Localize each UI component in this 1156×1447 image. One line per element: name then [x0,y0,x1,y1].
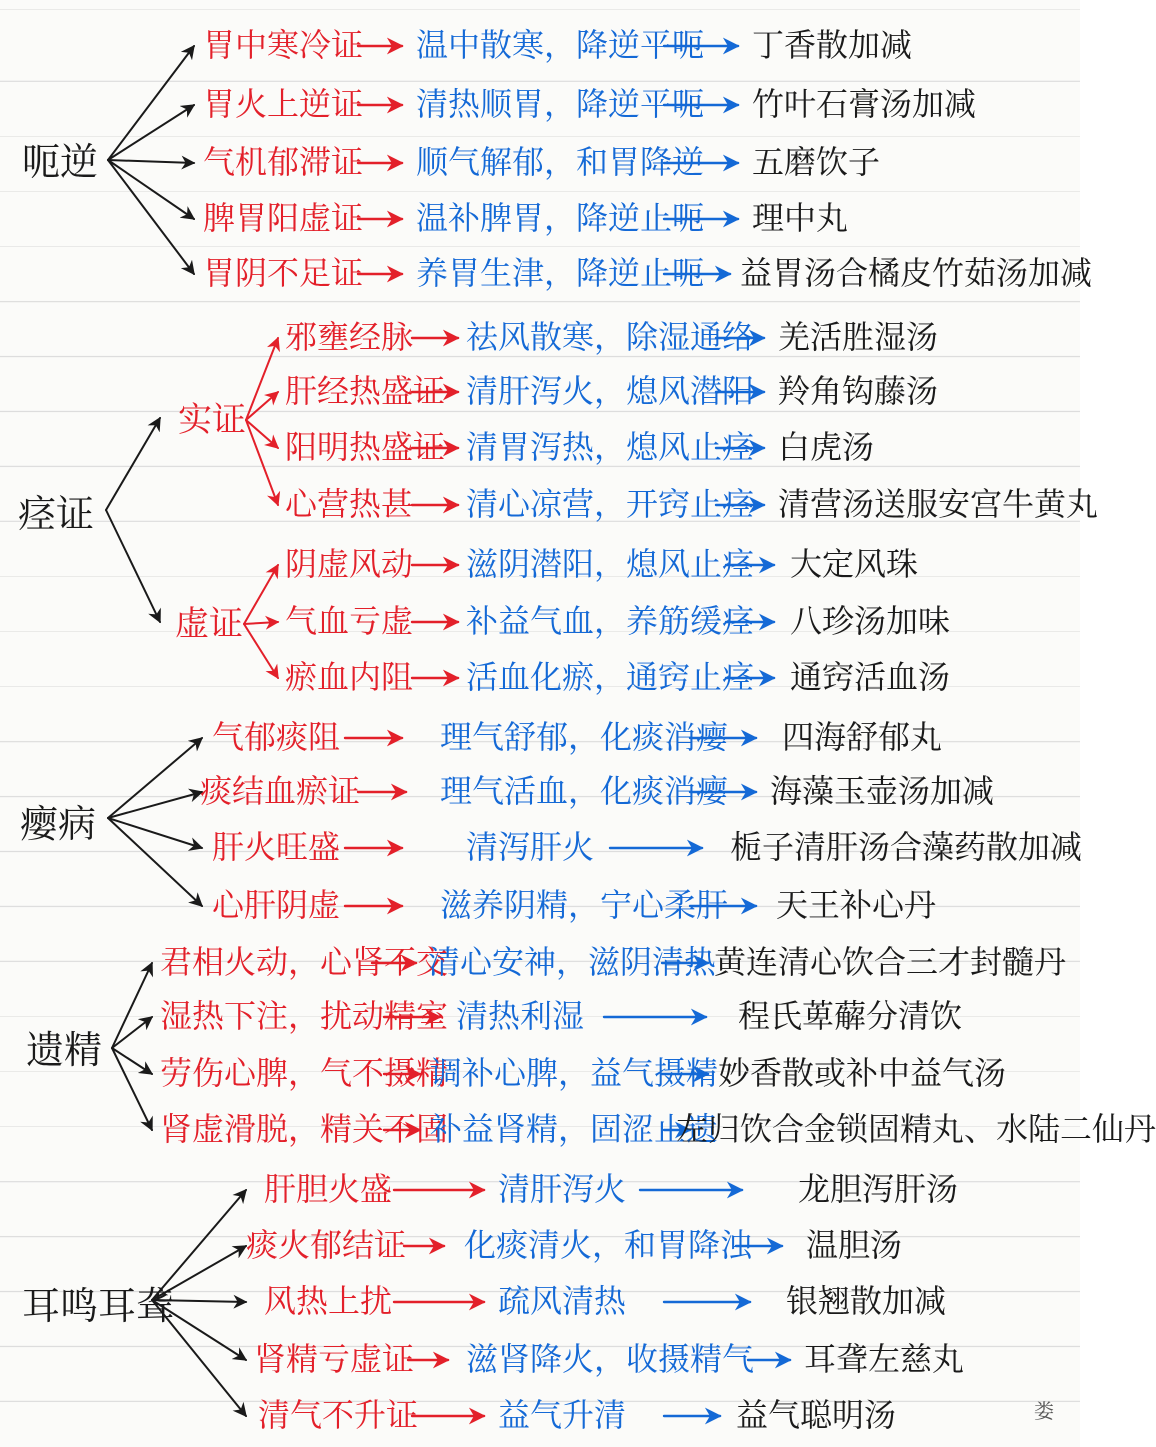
formula-name: 羌活胜湿汤 [778,318,939,356]
formula-name: 温胆汤 [806,1226,903,1264]
treatment-principle: 养胃生津，降逆止呃 [416,254,705,292]
formula-name: 理中丸 [752,199,849,237]
disease-name: 遗精 [26,1028,103,1072]
branch-arrow [108,160,194,219]
sub-branch-arrow [246,338,278,420]
syndrome-pattern: 湿热下注，扰动精室 [160,997,449,1035]
treatment-principle: 滋养阴精，宁心柔肝 [440,886,729,924]
treatment-principle: 调补心脾，益气摄精 [430,1054,719,1092]
treatment-principle: 清胃泻热，熄风止痉 [466,428,755,466]
disease-name: 耳鸣耳聋 [22,1284,175,1328]
formula-name: 耳聋左慈丸 [804,1340,965,1378]
branch-arrow [106,418,160,510]
syndrome-pattern: 清气不升证 [258,1396,419,1434]
syndrome-pattern: 肝火旺盛 [212,828,341,866]
syndrome-pattern: 风热上扰 [264,1282,393,1320]
treatment-principle: 清肝泻火 [498,1170,627,1208]
syndrome-pattern: 痰结血瘀证 [200,772,361,810]
treatment-principle: 滋肾降火，收摄精气 [466,1340,755,1378]
treatment-principle: 活血化瘀，通窍止痉 [466,658,755,696]
treatment-principle: 清泻肝火 [466,828,595,866]
formula-name: 四海舒郁丸 [782,718,943,756]
syndrome-pattern: 肝胆火盛 [264,1170,393,1208]
branch-arrow [108,105,194,160]
syndrome-pattern: 瘀血内阻 [285,658,414,696]
formula-name: 海藻玉壶汤加减 [770,772,995,810]
disease-name: 痉证 [18,492,95,536]
sub-group-label: 实证 [178,400,246,440]
syndrome-pattern: 阴虚风动 [285,545,414,583]
treatment-principle: 清心安神，滋阴清热 [428,943,717,981]
formula-name: 益气聪明汤 [736,1396,897,1434]
formula-name: 程氏萆薢分清饮 [738,997,963,1035]
formula-name: 清营汤送服安宫牛黄丸 [778,485,1099,523]
treatment-principle: 祛风散寒，除湿通络 [466,318,755,356]
treatment-principle: 补益肾精，固涩止遗 [430,1110,719,1148]
syndrome-pattern: 气血亏虚 [285,602,414,640]
treatment-principle: 温补脾胃，降逆止呃 [416,199,705,237]
treatment-principle: 理气活血，化痰消瘿 [440,772,729,810]
syndrome-pattern: 气机郁滞证 [203,143,364,181]
disease-name: 呃逆 [22,140,99,184]
treatment-principle: 滋阴潜阳，熄风止痉 [466,545,755,583]
formula-name: 八珍汤加味 [790,602,951,640]
formula-name: 妙香散或补中益气汤 [718,1054,1007,1092]
sub-branch-arrow [244,622,278,624]
treatment-principle: 顺气解郁，和胃降逆 [416,143,705,181]
formula-name: 白虎汤 [778,428,875,466]
syndrome-pattern: 痰火郁结证 [246,1226,407,1264]
formula-name: 竹叶石膏汤加减 [752,85,977,123]
formula-name: 黄连清心饮合三才封髓丹 [714,943,1067,981]
sub-branch-arrow [244,565,278,624]
formula-name: 大定风珠 [790,545,919,583]
branch-arrow [108,160,194,274]
syndrome-pattern: 君相火动，心肾不交 [160,943,449,981]
formula-name: 栀子清肝汤合藻药散加减 [730,828,1083,866]
corner-mark: 娄 [1034,1399,1054,1423]
formula-name: 银翘散加减 [786,1282,947,1320]
syndrome-pattern: 心肝阴虚 [212,886,341,924]
syndrome-pattern: 劳伤心脾，气不摄精 [160,1054,449,1092]
branch-arrow [108,818,202,848]
treatment-principle: 补益气血，养筋缓痉 [466,602,755,640]
branch-arrow [112,1017,152,1048]
formula-name: 左归饮合金锁固精丸、水陆二仙丹 [676,1110,1156,1148]
branch-arrow [108,818,202,906]
branch-arrow [112,963,152,1048]
syndrome-pattern: 肾精亏虚证 [254,1340,415,1378]
syndrome-pattern: 脾胃阳虚证 [203,199,364,237]
formula-name: 龙胆泻肝汤 [798,1170,959,1208]
syndrome-pattern: 胃火上逆证 [203,85,364,123]
branch-arrow [106,510,160,622]
treatment-principle: 清肝泻火，熄风潜阳 [466,372,755,410]
sub-branch-arrow [244,624,278,678]
syndrome-pattern: 肾虚滑脱，精关不固 [160,1110,449,1148]
syndrome-pattern: 胃中寒冷证 [203,26,364,64]
formula-name: 益胃汤合橘皮竹茹汤加减 [740,254,1093,292]
disease-name: 瘿病 [20,802,97,846]
formula-name: 丁香散加减 [752,26,913,64]
syndrome-pattern: 阳明热盛证 [285,428,446,466]
treatment-principle: 化痰清火，和胃降浊 [464,1226,753,1264]
sub-group-label: 虚证 [175,604,243,644]
formula-name: 天王补心丹 [776,886,937,924]
formula-name: 羚角钩藤汤 [778,372,939,410]
branch-arrow [108,46,194,160]
treatment-principle: 清热顺胃，降逆平呃 [416,85,705,123]
formula-name: 五磨饮子 [752,143,881,181]
formula-name: 通窍活血汤 [790,658,951,696]
syndrome-pattern: 气郁痰阻 [212,718,341,756]
syndrome-pattern: 胃阴不足证 [203,254,364,292]
syndrome-pattern: 肝经热盛证 [285,372,446,410]
treatment-principle: 清热利湿 [456,997,585,1035]
treatment-principle: 温中散寒，降逆平呃 [416,26,705,64]
treatment-principle: 清心凉营，开窍止痉 [466,485,755,523]
syndrome-pattern: 心营热甚 [285,485,414,523]
treatment-principle: 益气升清 [498,1396,627,1434]
treatment-principle: 理气舒郁，化痰消瘿 [440,718,729,756]
treatment-principle: 疏风清热 [498,1282,627,1320]
branch-arrow [108,160,194,163]
syndrome-pattern: 邪壅经脉 [285,318,414,356]
